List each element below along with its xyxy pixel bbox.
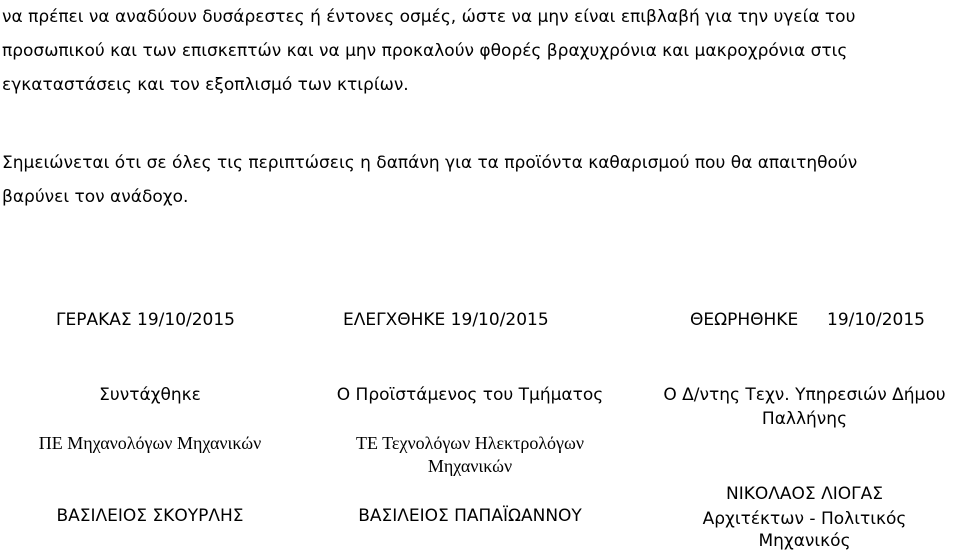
signature-name: ΒΑΣΙΛΕΙΟΣ ΠΑΠΑΪΩΑΝΝΟΥ — [358, 506, 582, 526]
paragraph-odors — [2, 0, 952, 102]
signature-title: ΤΕ Τεχνολόγων Ηλεκτρολόγων — [355, 433, 584, 453]
signature-title: Μηχανικός — [758, 531, 851, 551]
date-gerakas: ΓΕΡΑΚΑΣ 19/10/2015 — [56, 310, 235, 330]
paragraph-line: να πρέπει να αναδύουν δυσάρεστες ή έντονες οσμές, ώστε να μην είναι επιβλαβή για την υγεία του — [2, 7, 856, 27]
signature-name: ΝΙΚΟΛΑΟΣ ΛΙΟΓΑΣ — [726, 484, 883, 504]
date-approved-value: 19/10/2015 — [827, 310, 925, 330]
signature-title: ΠΕ Μηχανολόγων Μηχανικών — [38, 433, 262, 453]
signature-title: Μηχανικών — [427, 456, 513, 476]
date-approved-label: ΘΕΩΡΗΘΗΚΕ — [690, 310, 799, 330]
signature-role: Συντάχθηκε — [99, 385, 201, 405]
date-checked: ΕΛΕΓΧΘΗΚΕ 19/10/2015 — [343, 310, 549, 330]
signature-title: Αρχιτέκτων - Πολιτικός — [702, 509, 907, 529]
paragraph-line: εγκαταστάσεις και τον εξοπλισμό των κτιρίων. — [2, 75, 409, 95]
paragraph-line: Σημειώνεται ότι σε όλες τις περιπτώσεις η δαπάνη για τα προϊόντα καθαρισμού που θα απαιτηθούν — [2, 153, 858, 173]
signature-role: Ο Προϊστάμενος του Τμήματος — [336, 385, 604, 405]
signature-name: ΒΑΣΙΛΕΙΟΣ ΣΚΟΥΡΛΗΣ — [56, 506, 244, 526]
signature-role: Παλλήνης — [761, 409, 848, 429]
paragraph-cost-note — [2, 146, 952, 214]
paragraph-line: βαρύνει τον ανάδοχο. — [2, 187, 189, 207]
dates-row — [0, 310, 959, 336]
signature-role: Ο Δ/ντης Τεχν. Υπηρεσιών Δήμου — [663, 385, 946, 405]
paragraph-line: προσωπικού και των επισκεπτών και να μην προκαλούν φθορές βραχυχρόνια και μακροχρόνια στις — [2, 41, 848, 61]
